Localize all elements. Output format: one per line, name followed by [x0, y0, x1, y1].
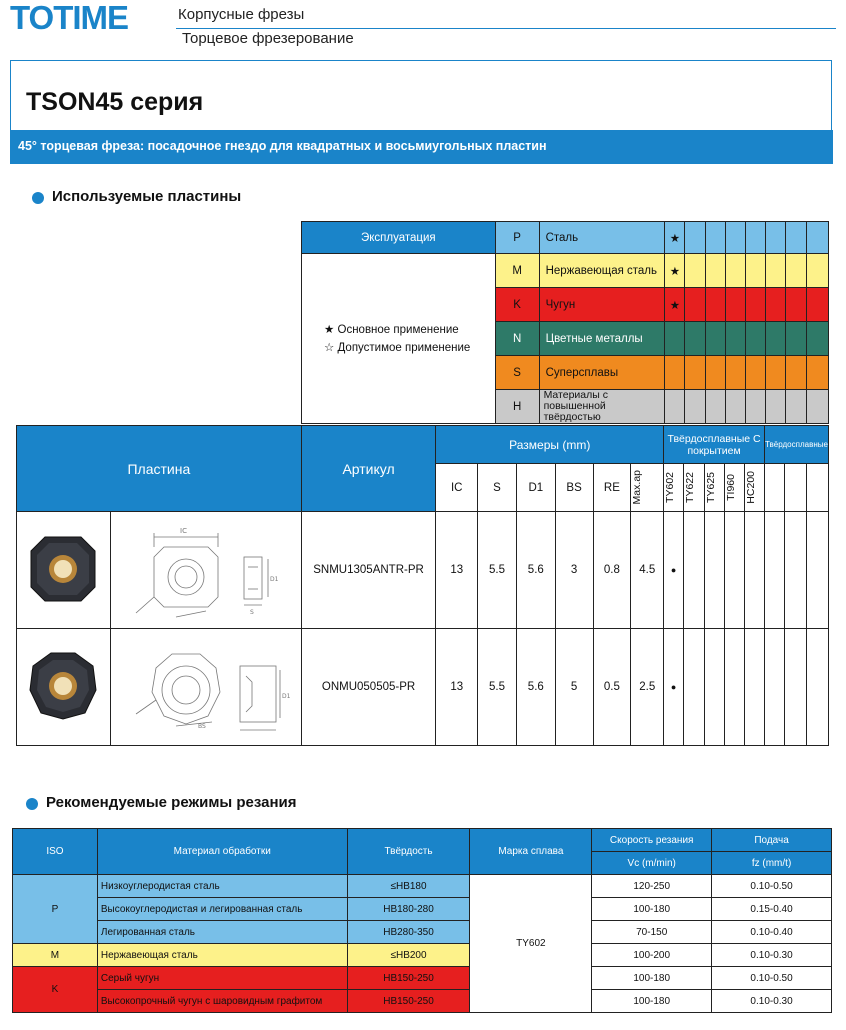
material-name-h: Материалы с повышенной твёрдостью [539, 390, 665, 424]
iso-m: M [13, 944, 98, 967]
grade-col-hc200: HC200 [745, 471, 758, 504]
size-bs-2: 5 [555, 629, 593, 746]
feed-p3: 0.10-0.40 [712, 921, 832, 944]
svg-text:S: S [249, 608, 254, 616]
speed-k2: 100-180 [592, 990, 712, 1013]
feed-m1: 0.10-0.30 [712, 944, 832, 967]
svg-text:BS: BS [197, 722, 206, 730]
speed-p1: 120-250 [592, 875, 712, 898]
svg-text:D1: D1 [281, 692, 291, 700]
col-insert: Пластина [17, 426, 302, 512]
material-code-n: N [495, 322, 539, 356]
article-1: SNMU1305ANTR-PR [301, 512, 436, 629]
material-p1: Низкоуглеродистая сталь [97, 875, 347, 898]
size-col-d1: D1 [516, 464, 555, 512]
hardness-k1: HB150-250 [347, 967, 470, 990]
insert-photo-octagon [17, 629, 111, 746]
material-p2: Высокоуглеродистая и легированная сталь [97, 898, 347, 921]
material-code-p: P [495, 222, 539, 254]
speed-p3: 70-150 [592, 921, 712, 944]
material-p3: Легированная сталь [97, 921, 347, 944]
series-title: TSON45 серия [26, 88, 204, 116]
size-col-ic: IC [436, 464, 478, 512]
col-hardness: Твёрдость [347, 829, 470, 875]
size-d1-2: 5.6 [516, 629, 555, 746]
feed-k2: 0.10-0.30 [712, 990, 832, 1013]
size-s-1: 5.5 [478, 512, 517, 629]
col-sizes: Размеры (mm) [436, 426, 664, 464]
material-k1: Серый чугун [97, 967, 347, 990]
article-2: ONMU050505-PR [301, 629, 436, 746]
header-category: Корпусные фрезы [178, 6, 305, 23]
bullet-icon [26, 798, 38, 810]
legend-main: ★ Основное применение [324, 323, 459, 336]
feed-k1: 0.10-0.50 [712, 967, 832, 990]
svg-text:D1: D1 [269, 575, 279, 583]
series-subtitle: 45° торцевая фреза: посадочное гнездо для квадратных и восьмиугольных пластин [18, 139, 547, 153]
material-code-s: S [495, 356, 539, 390]
material-m1: Нержавеющая сталь [97, 944, 347, 967]
square-insert-icon [27, 533, 99, 605]
exploitation-header: Эксплуатация [302, 222, 496, 254]
grade-col-ty602: TY602 [664, 472, 677, 503]
square-drawing-icon [116, 519, 296, 619]
svg-text:IC: IC [179, 526, 187, 535]
table-row [13, 898, 832, 921]
col-article: Артикул [301, 426, 436, 512]
grade-col-ti960: TI960 [725, 474, 738, 501]
size-ic-1: 13 [436, 512, 478, 629]
size-maxap-1: 4.5 [631, 512, 664, 629]
header-subcategory: Торцевое фрезерование [182, 30, 354, 47]
hardness-p3: HB280-350 [347, 921, 470, 944]
col-material: Материал обработки [97, 829, 347, 875]
material-mark-p: ★ [665, 222, 685, 254]
material-code-m: M [495, 254, 539, 288]
material-name-p: Сталь [539, 222, 665, 254]
col-carbide: Твёрдосплавные [764, 426, 828, 464]
speed-k1: 100-180 [592, 967, 712, 990]
size-d1-1: 5.6 [516, 512, 555, 629]
cutting-table [12, 828, 832, 1013]
material-name-k: Чугун [539, 288, 665, 322]
octagon-drawing-icon [116, 636, 296, 736]
table-row [17, 512, 829, 629]
size-col-re: RE [593, 464, 631, 512]
col-iso: ISO [13, 829, 98, 875]
speed-p2: 100-180 [592, 898, 712, 921]
hardness-m1: ≤HB200 [347, 944, 470, 967]
material-code-k: K [495, 288, 539, 322]
material-k2: Высокопрочный чугун с шаровидным графитом [97, 990, 347, 1013]
cutting-section-title: Рекомендуемые режимы резания [46, 794, 297, 811]
brand-logo: TOTIME [10, 0, 129, 36]
material-code-h: H [495, 390, 539, 424]
size-s-2: 5.5 [478, 629, 517, 746]
size-col-maxap: Max.ap [631, 470, 644, 505]
material-name-m: Нержавеющая сталь [539, 254, 665, 288]
size-col-s: S [478, 464, 517, 512]
col-feed: Подача [712, 829, 832, 852]
octagon-insert-icon [27, 650, 99, 722]
table-row [13, 875, 832, 898]
hardness-k2: HB150-250 [347, 990, 470, 1013]
col-coated: Твёрдосплавные С покрытием [664, 426, 765, 464]
grade-ty602-2: ● [664, 629, 684, 746]
size-re-2: 0.5 [593, 629, 631, 746]
grade-col-ty622: TY622 [684, 472, 697, 503]
bullet-icon [32, 192, 44, 204]
size-ic-2: 13 [436, 629, 478, 746]
hardness-p2: HB180-280 [347, 898, 470, 921]
table-row [13, 921, 832, 944]
insert-drawing-square [110, 512, 301, 629]
grade-ty602-1: ● [664, 512, 684, 629]
table-row [13, 967, 832, 990]
material-name-s: Суперсплавы [539, 356, 665, 390]
size-col-bs: BS [555, 464, 593, 512]
iso-k: K [13, 967, 98, 1013]
material-mark-k: ★ [665, 288, 685, 322]
col-speed-unit: Vc (m/min) [592, 852, 712, 875]
grade-value: TY602 [470, 875, 592, 1013]
size-re-1: 0.8 [593, 512, 631, 629]
table-row [13, 990, 832, 1013]
inserts-table [16, 425, 829, 746]
insert-drawing-octagon [110, 629, 301, 746]
header-divider [176, 28, 836, 29]
table-row [17, 629, 829, 746]
material-name-n: Цветные металлы [539, 322, 665, 356]
size-maxap-2: 2.5 [631, 629, 664, 746]
size-bs-1: 3 [555, 512, 593, 629]
col-speed: Скорость резания [592, 829, 712, 852]
col-feed-unit: fz (mm/t) [712, 852, 832, 875]
legend-alt: ☆ Допустимое применение [324, 341, 471, 354]
table-row [13, 944, 832, 967]
application-table [301, 221, 829, 424]
speed-m1: 100-200 [592, 944, 712, 967]
feed-p2: 0.15-0.40 [712, 898, 832, 921]
iso-p: P [13, 875, 98, 944]
application-legend [302, 254, 496, 424]
hardness-p1: ≤HB180 [347, 875, 470, 898]
insert-photo-square [17, 512, 111, 629]
feed-p1: 0.10-0.50 [712, 875, 832, 898]
grade-col-ty625: TY625 [705, 472, 718, 503]
inserts-section-title: Используемые пластины [52, 188, 242, 205]
material-mark-m: ★ [665, 254, 685, 288]
col-grade: Марка сплава [470, 829, 592, 875]
